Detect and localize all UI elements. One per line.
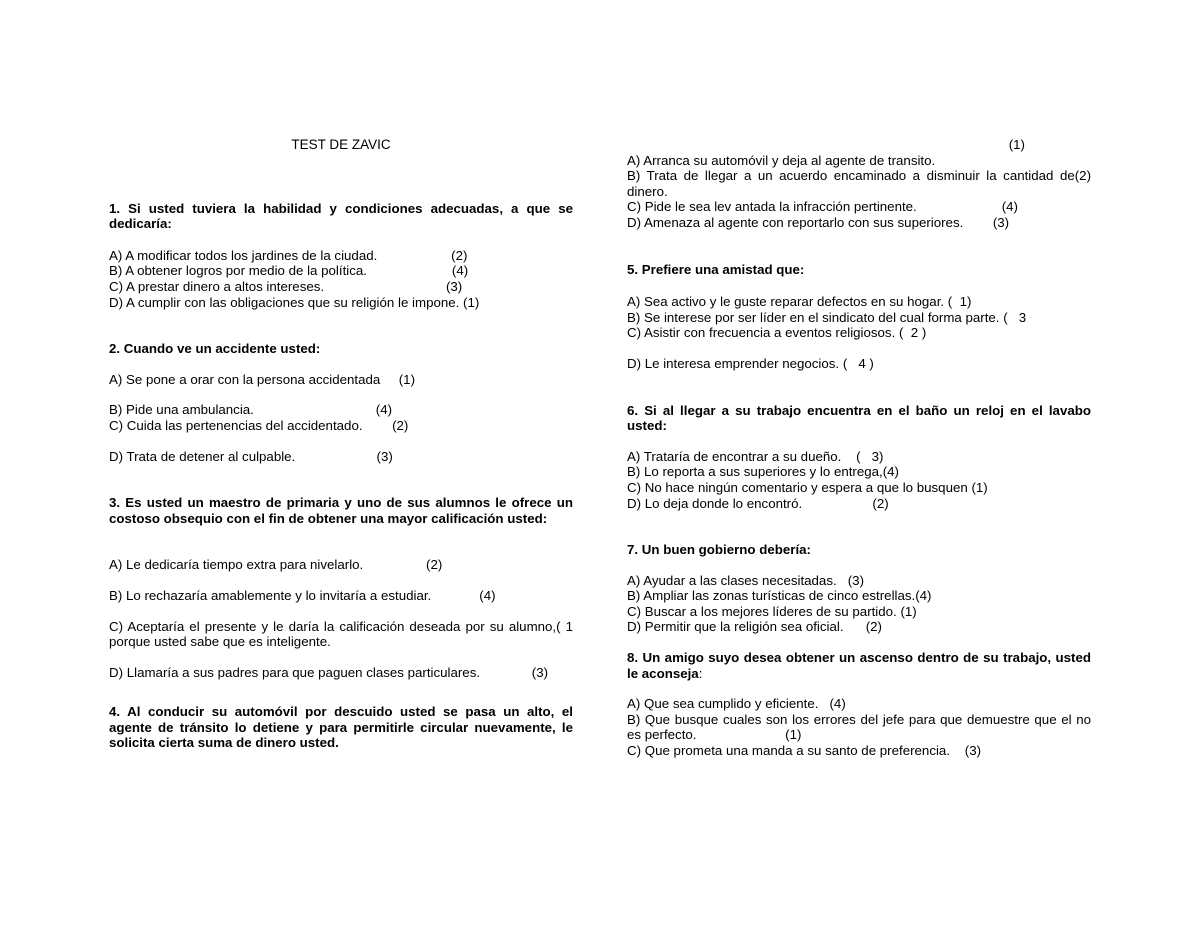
question-2: 2. Cuando ve un accidente usted: (109, 341, 321, 357)
q3-option-b: B) Lo rechazaría amablemente y lo invitaría a estudiar. (4) (109, 587, 496, 603)
q7-option-d: D) Permitir que la religión sea oficial. (2) (627, 619, 882, 635)
q4-option-d: D) Amenaza al agente con reportarlo con sus superiores. (3) (627, 214, 1010, 230)
q1-option-b: B) A obtener logros por medio de la política. (4) (109, 263, 469, 279)
question-4: 4. Al conducir su automóvil por descuido usted se pasa un alto, el agente de tránsito lo detiene y para permitirle circular nuevamente, le solicita cierta suma de dinero usted. (109, 704, 573, 751)
q5-option-d: D) Le interesa emprender negocios. ( 4 ) (627, 355, 874, 371)
q7-option-b: B) Ampliar las zonas turísticas de cinco estrellas.(4) (627, 588, 932, 604)
document-title: TEST DE ZAVIC (291, 137, 391, 152)
q4-option-a: A) Arranca su automóvil y deja al agente de transito. (627, 152, 936, 168)
q2-option-a: A) Se pone a orar con la persona accidentada (1) (109, 371, 416, 387)
q7-option-c: C) Buscar a los mejores líderes de su partido. (1) (627, 603, 917, 619)
q2-option-d: D) Trata de detener al culpable. (3) (109, 448, 393, 464)
q8-option-a: A) Que sea cumplido y eficiente. (4) (627, 696, 846, 712)
q8-option-b: B) Que busque cuales son los errores del jefe para que demuestre que el no es perfecto. (1) (627, 711, 1095, 743)
q5-option-a: A) Sea activo y le guste reparar defectos en su hogar. ( 1) (627, 294, 972, 310)
q8-option-c: C) Que prometa una manda a su santo de preferencia. (3) (627, 743, 982, 759)
q5-option-c: C) Asistir con frecuencia a eventos religiosos. ( 2 ) (627, 325, 927, 341)
q2-option-c: C) Cuida las pertenencias del accidentado. (2) (109, 417, 409, 433)
question-5: 5. Prefiere una amistad que: (627, 261, 805, 277)
q7-option-a: A) Ayudar a las clases necesitadas. (3) (627, 572, 864, 588)
q6-option-b: B) Lo reporta a sus superiores y lo entrega,(4) (627, 464, 899, 480)
question-7: 7. Un buen gobierno debería: (627, 542, 811, 558)
q3-option-c: C) Aceptaría el presente y le daría la calificación deseada por su alumno,( 1 porque usted sabe que es inteligente. (109, 618, 573, 650)
right-column (627, 137, 1095, 759)
q4-option-c: C) Pide le sea lev antada la infracción pertinente. (4) (627, 199, 1018, 215)
question-8-colon: : (698, 665, 703, 681)
q6-option-c: C) No hace ningún comentario y espera a que lo busquen (1) (627, 479, 988, 495)
q1-option-d: D) A cumplir con las obligaciones que su religión le impone. (1) (109, 294, 480, 310)
q1-option-a: A) A modificar todos los jardines de la ciudad. (2) (109, 247, 468, 263)
question-8-text: 8. Un amigo suyo desea obtener un ascenso dentro de su trabajo, usted le aconseja (627, 650, 1091, 681)
question-3: 3. Es usted un maestro de primaria y uno de sus alumnos le ofrece un costoso obsequio con el fin de obtener una mayor calificación usted: (109, 495, 573, 526)
q6-option-d: D) Lo deja donde lo encontró. (2) (627, 495, 889, 511)
q3-option-d: D) Llamaría a sus padres para que paguen clases particulares. (3) (109, 664, 549, 680)
q3-option-a: A) Le dedicaría tiempo extra para nivelarlo. (2) (109, 557, 443, 573)
q1-option-c: C) A prestar dinero a altos intereses. (3) (109, 278, 463, 294)
left-column (109, 137, 573, 751)
question-8 (627, 650, 1091, 681)
q5-option-b: B) Se interese por ser líder en el sindicato del cual forma parte. ( 3 (627, 309, 1027, 325)
q2-option-b: B) Pide una ambulancia. (4) (109, 402, 393, 418)
question-1: 1. Si usted tuviera la habilidad y condiciones adecuadas, a que se dedicaría: (109, 200, 573, 232)
q4-top-mark: (1) (1008, 137, 1025, 152)
q4-option-b: B) Trata de llegar a un acuerdo encaminado a disminuir la cantidad de(2) dinero. (627, 168, 1091, 199)
q6-option-a: A) Trataría de encontrar a su dueño. ( 3) (627, 448, 884, 464)
question-6: 6. Si al llegar a su trabajo encuentra en el baño un reloj en el lavabo usted: (627, 402, 1091, 434)
